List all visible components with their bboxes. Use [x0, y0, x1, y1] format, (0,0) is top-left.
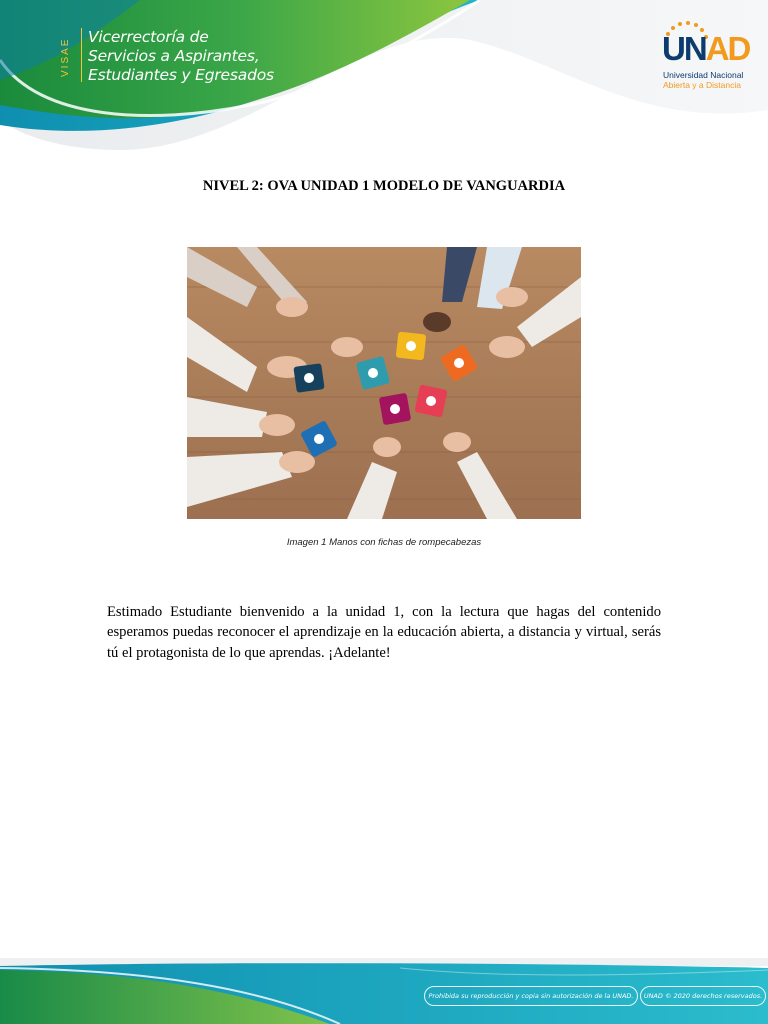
puzzle-photo-illustration	[187, 247, 581, 519]
footer-copyright: UNAD © 2020 derechos reservados.	[640, 986, 766, 1006]
visae-brand-name	[88, 28, 274, 85]
unad-logo	[662, 20, 750, 94]
page-footer	[0, 958, 768, 1024]
brand-divider	[81, 28, 82, 82]
image-caption: Imagen 1 Manos con fichas de rompecabezas	[286, 537, 482, 548]
intro-paragraph: Estimado Estudiante bienvenido a la unidad 1, con la lectura que hagas del contenido esperamos puedas reconocer el aprendizaje en la educación abierta, a distancia y virtual, serás tú el protagonista de lo que aprendas. ¡Adelante!	[107, 604, 661, 661]
footer-notice: Prohibida su reproducción y copia sin autorización de la UNAD.	[424, 986, 638, 1006]
brand-line-2: Servicios a Aspirantes,	[88, 47, 260, 65]
brand-line-3: Estudiantes y Egresados	[88, 66, 274, 84]
logo-wordmark: UNAD	[662, 30, 750, 67]
page-header	[0, 0, 768, 160]
visae-acronym: VISAE	[60, 37, 71, 77]
brand-line-1: Vicerrectoría de	[88, 28, 209, 46]
hands-puzzle-image	[187, 247, 581, 519]
logo-subtitle: Universidad Nacional Abierta y a Distancia	[663, 70, 744, 90]
document-title: NIVEL 2: OVA UNIDAD 1 MODELO DE VANGUARDIA	[202, 178, 566, 194]
